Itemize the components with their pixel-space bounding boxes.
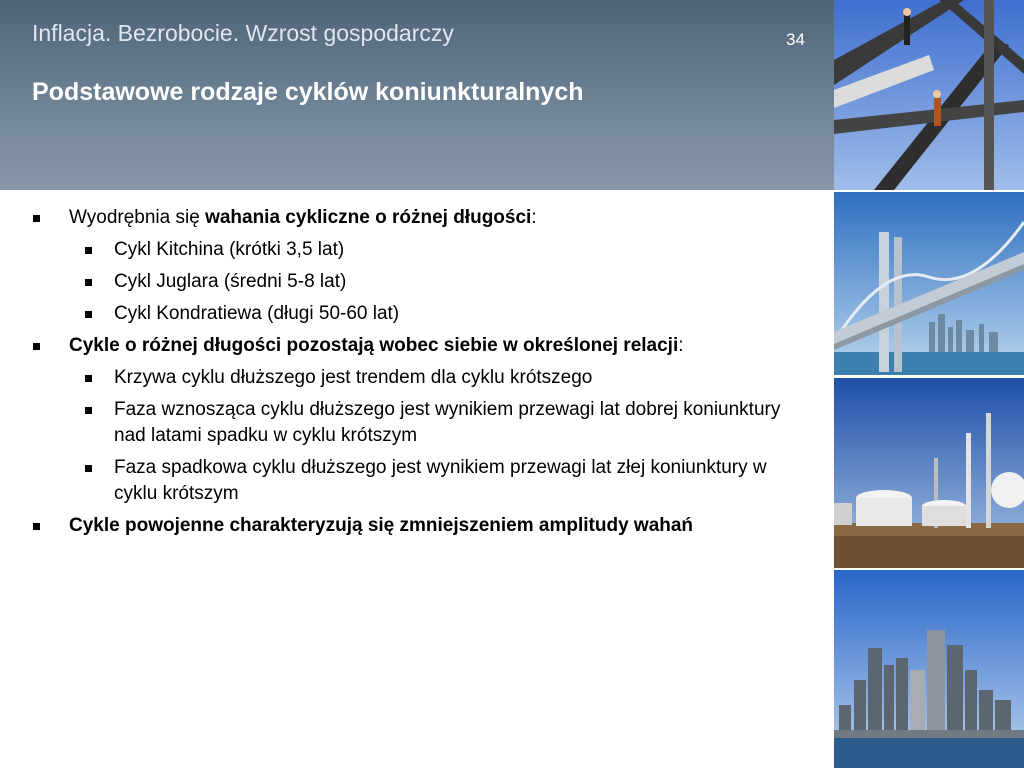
bullet-square-icon [33,215,40,222]
skyline-photo [834,570,1024,768]
list-item [0,513,820,539]
bridge-photo [834,192,1024,375]
bullet-square-icon [85,375,92,382]
refinery-photo [834,378,1024,568]
item-bold-text: Cykle powojenne charakteryzują się zmniejszeniem amplitudy wahań [69,515,694,536]
bullet-square-icon [33,523,40,530]
bullet-square-icon [85,279,92,286]
bullet-square-icon [85,465,92,472]
item-bold-text: wahania cykliczne o różnej długości [205,207,532,228]
item-suffix: : [531,207,537,228]
list-subitem [0,301,820,327]
list-item [0,205,820,231]
page-number: 34 [786,30,805,49]
item-text: Cykl Juglara (średni 5-8 lat) [114,271,347,292]
list-subitem [0,269,820,295]
list-subitem [0,365,820,391]
list-subitem [0,397,820,449]
photo-strip [834,0,1024,768]
bullet-square-icon [33,343,40,350]
construction-photo [834,0,1024,190]
item-text: Faza wznosząca cyklu dłuższego jest wynikiem przewagi lat dobrej koniunktury nad latami spadku w cyklu krótszym [114,399,781,446]
list-subitem [0,237,820,263]
item-text: Krzywa cyklu dłuższego jest trendem dla cyklu krótszego [114,367,593,388]
list-subitem [0,455,820,507]
item-suffix: : [678,335,684,356]
item-text: Cykl Kondratiewa (długi 50-60 lat) [114,303,400,324]
header-banner [0,0,834,190]
bullet-square-icon [85,407,92,414]
section-title: Inflacja. Bezrobocie. Wzrost gospodarczy [32,20,454,46]
bullet-square-icon [85,311,92,318]
bullet-square-icon [85,247,92,254]
slide-title: Podstawowe rodzaje cyklów koniunkturalnych [32,78,584,106]
list-item [0,333,820,359]
item-text: Wyodrębnia się [69,207,206,228]
bullet-list [0,205,820,545]
item-bold-text: Cykle o różnej długości pozostają wobec siebie w określonej relacji [69,335,679,356]
item-text: Cykl Kitchina (krótki 3,5 lat) [114,239,345,260]
item-text: Faza spadkowa cyklu dłuższego jest wynikiem przewagi lat złej koniunktury w cyklu krótszym [114,457,767,504]
